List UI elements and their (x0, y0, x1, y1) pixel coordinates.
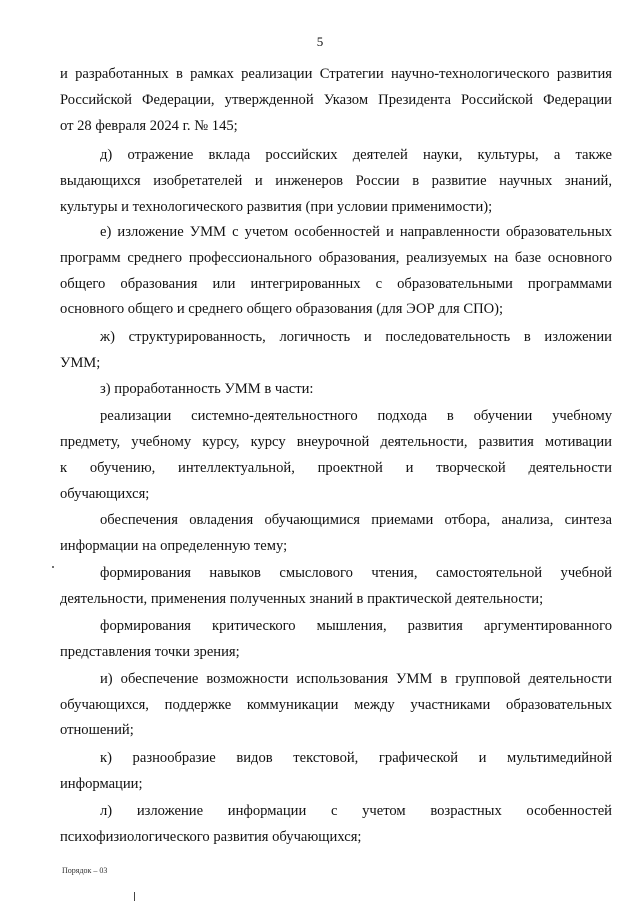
text-line: представления точки зрения; (60, 644, 240, 660)
text-line: психофизиологического развития обучающихся; (60, 829, 362, 845)
text-line: выдающихся изобретателей и инженеров России в развитие научных знаний, (60, 173, 612, 189)
text-line: и разработанных в рамках реализации Стратегии научно-технологического развития (60, 66, 612, 82)
text-line: е) изложение УММ с учетом особенностей и направленности образовательных (100, 224, 612, 240)
text-line: реализации системно-деятельностного подхода в обучении учебному (100, 408, 612, 424)
text-line: формирования навыков смыслового чтения, самостоятельной учебной (100, 565, 612, 581)
text-line: обеспечения овладения обучающимися приемами отбора, анализа, синтеза (100, 512, 612, 528)
text-line: общего образования или интегрированных с образовательными программами (60, 276, 612, 292)
text-line: обучающихся, поддержке коммуникации между участниками образовательных (60, 697, 612, 713)
text-line: программ среднего профессионального образования, реализуемых на базе основного (60, 250, 612, 266)
text-line: к) разнообразие видов текстовой, графической и мультимедийной (100, 750, 612, 766)
text-line: предмету, учебному курсу, курсу внеурочной деятельности, развития мотивации (60, 434, 612, 450)
page-number: 5 (316, 34, 324, 49)
text-line: обучающихся; (60, 486, 150, 502)
scan-speck (52, 566, 54, 568)
text-line: деятельности, применения полученных знаний в практической деятельности; (60, 591, 544, 607)
text-line: л) изложение информации с учетом возрастных особенностей (100, 803, 612, 819)
text-line: от 28 февраля 2024 г. № 145; (60, 118, 238, 134)
text-line: формирования критического мышления, развития аргументированного (100, 618, 612, 634)
text-line: з) проработанность УММ в части: (100, 381, 314, 397)
text-line: основного общего и среднего общего образования (для ЭОР для СПО); (60, 301, 504, 317)
scan-mark (134, 892, 135, 901)
text-line: к обучению, интеллектуальной, проектной и творческой деятельности (60, 460, 612, 476)
text-line: Российской Федерации, утвержденной Указом Президента Российской Федерации (60, 92, 612, 108)
text-line: УММ; (60, 355, 101, 371)
text-line: д) отражение вклада российских деятелей науки, культуры, а также (100, 147, 612, 163)
footer-label: Порядок – 03 (62, 866, 108, 875)
text-line: и) обеспечение возможности использования УММ в групповой деятельности (100, 671, 612, 687)
text-line: отношений; (60, 722, 134, 738)
text-line: информации; (60, 776, 143, 792)
text-line: информации на определенную тему; (60, 538, 288, 554)
text-line: ж) структурированность, логичность и последовательность в изложении (100, 329, 612, 345)
text-line: культуры и технологического развития (при условии применимости); (60, 199, 493, 215)
